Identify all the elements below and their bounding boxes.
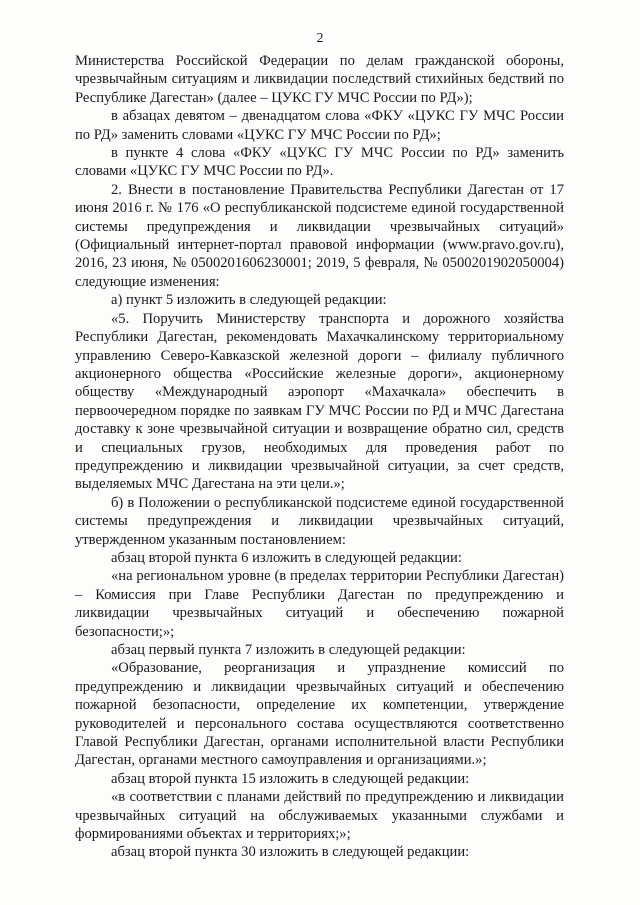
paragraph-point-5-text: «5. Поручить Министерству транспорта и дорожного хозяйства Республики Дагестан, рекомендовать Махачкалинскому территориальному управлению Северо-Кавказской железной дороги – филиалу публичного акционерного общества «Российские железные дороги», акционерному обществу «Международный аэропорт «Махачкала» обеспечить в первоочередном порядке по заявкам ГУ МЧС России по РД и МЧС Дагестана доставку к зоне чрезвычайной ситуации и возвращение обратно сил, средств и специальных грузов, необходимых для проведения работ по предупреждению и ликвидации чрезвычайной ситуации, за счет средств, выделяемых МЧС Дагестана на эти цели.»; xyxy=(75,310,564,493)
paragraph-ministry-name: Министерства Российской Федерации по делам гражданской обороны, чрезвычайным ситуациям и ликвидации последствий стихийных бедствий по Республике Дагестан» (далее – ЦУКС ГУ МЧС России по РД»); xyxy=(75,53,564,106)
paragraph-point-15-text: «в соответствии с планами действий по предупреждению и ликвидации чрезвычайных ситуаций на обслуживаемых указанными службами и формированиями объектах и территориях;»; xyxy=(75,789,564,843)
paragraph-point-6-intro: абзац второй пункта 6 изложить в следующей редакции: xyxy=(111,549,462,566)
paragraph-point-6-text: «на региональном уровне (в пределах территории Республики Дагестан) – Комиссия при Главе Республики Дагестан по предупреждению и ликвидации чрезвычайных ситуаций и обеспечению пожарной безопасности;»; xyxy=(75,568,564,640)
paragraph-point-7-text: «Образование, реорганизация и упразднение комиссий по предупреждению и ликвидации чрезвычайных ситуаций и обеспечению пожарной безопасности, определение их компетенции, утверждение руководителей и персонального состава осуществляются соответственно Главой Республики Дагестан, органами исполнительной власти Республики Дагестан, органами местного самоуправления и организациями.»; xyxy=(75,660,564,769)
paragraph-point-30-intro: абзац второй пункта 30 изложить в следующей редакции: xyxy=(111,844,470,861)
paragraph-amendment-ninth-twelfth: в абзацах девятом – двенадцатом слова «ФКУ «ЦУКС ГУ МЧС России по РД» заменить словами «ЦУКС ГУ МЧС России по РД»; xyxy=(75,108,564,143)
paragraph-point-15-intro: абзац второй пункта 15 изложить в следующей редакции: xyxy=(111,770,470,787)
paragraph-section-2: 2. Внести в постановление Правительства Республики Дагестан от 17 июня 2016 г. № 176 «О республиканской подсистеме единой государственной системы предупреждения и ликвидации чрезвычайных ситуаций» (Официальный интернет-портал правовой информации (www.pravo.gov.ru), 2016, 23 июня, № 0500201606230001; 2019, 5 февраля, № 0500201902050004) следующие изменения: xyxy=(75,181,564,290)
paragraph-amendment-point-4: в пункте 4 слова «ФКУ «ЦУКС ГУ МЧС России по РД» заменить словами «ЦУКС ГУ МЧС России по РД». xyxy=(75,145,564,180)
paragraph-item-a: а) пункт 5 изложить в следующей редакции: xyxy=(111,292,387,309)
paragraph-point-7-intro: абзац первый пункта 7 изложить в следующей редакции: xyxy=(111,642,466,658)
document-body xyxy=(75,52,564,862)
page-number: 2 xyxy=(316,31,324,46)
paragraph-item-b: б) в Положении о республиканской подсистеме единой государственной системы предупреждения и ликвидации чрезвычайных ситуаций, утвержденном указанным постановлением: xyxy=(75,494,564,548)
